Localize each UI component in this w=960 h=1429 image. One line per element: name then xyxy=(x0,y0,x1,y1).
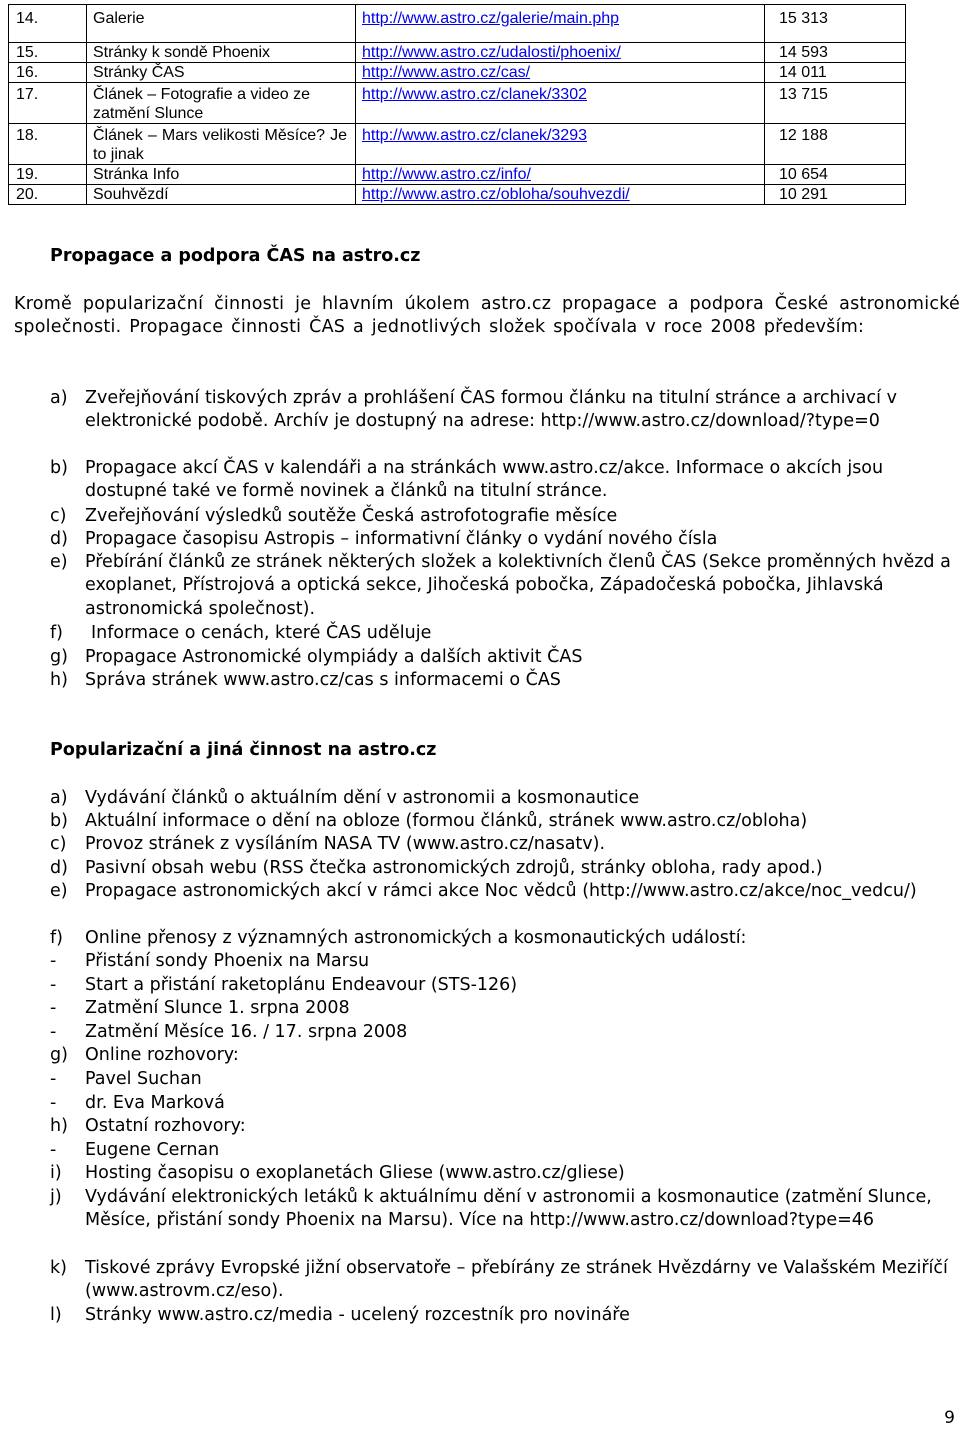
page-url[interactable] xyxy=(356,43,765,63)
list-item xyxy=(50,1162,955,1185)
list-item xyxy=(50,505,955,528)
row-number: 15. xyxy=(9,43,87,63)
table-row xyxy=(9,5,906,43)
intro-paragraph: Kromě popularizační činnosti je hlavním úkolem astro.cz propagace a podpora České astronomické společnosti. Propagace činnosti ČAS a jednotlivých složek spočívala v roce 2008 především: xyxy=(14,294,960,338)
row-number: 17. xyxy=(9,83,87,124)
list-item xyxy=(50,950,955,973)
visit-count: 12 188 xyxy=(765,124,906,165)
page-url[interactable] xyxy=(356,185,765,205)
list-item xyxy=(50,880,955,903)
visit-count: 14 593 xyxy=(765,43,906,63)
page-url-link[interactable]: http://www.astro.cz/info/ xyxy=(362,166,531,183)
list-marker: e) xyxy=(50,881,68,901)
table-row xyxy=(9,124,906,165)
list-item-text: Zveřejňování tiskových zpráv a prohlášení ČAS formou článku na titulní stránce a archivací v elektronické podobě. Archív je dostupný na adrese: http://www.astro.cz/download/?type=0 xyxy=(85,388,897,432)
list-marker: a) xyxy=(50,788,68,808)
list-marker: b) xyxy=(50,811,68,831)
page-url-link[interactable]: http://www.astro.cz/clanek/3293 xyxy=(362,127,587,144)
list-marker: e) xyxy=(50,552,68,572)
list-marker: d) xyxy=(50,529,68,549)
page-url[interactable] xyxy=(356,5,765,43)
list-item-text: Propagace akcí ČAS v kalendáři a na stránkách www.astro.cz/akce. Informace o akcích jsou dostupné také ve formě novinek a článků na titulní stránce. xyxy=(85,458,884,502)
page-name: Souhvězdí xyxy=(87,185,356,205)
page-name: Stránky k sondě Phoenix xyxy=(87,43,356,63)
page-number: 9 xyxy=(944,1408,955,1428)
list-marker: c) xyxy=(50,506,67,526)
page-name: Článek – Mars velikosti Měsíce? Je to jinak xyxy=(87,124,356,165)
list-item-text: Zatmění Měsíce 16. / 17. srpna 2008 xyxy=(85,1022,408,1042)
page-url[interactable] xyxy=(356,83,765,124)
list-item xyxy=(50,974,955,997)
list-item-text: Eugene Cernan xyxy=(85,1140,220,1160)
list-item xyxy=(50,1092,955,1115)
visit-count: 10 291 xyxy=(765,185,906,205)
list-marker: a) xyxy=(50,388,68,408)
list-item xyxy=(50,622,955,645)
list-item xyxy=(50,787,955,810)
list-item xyxy=(50,646,955,669)
list-item xyxy=(50,1068,955,1091)
list-marker: - xyxy=(50,975,57,995)
list-item-text: Stránky www.astro.cz/media - ucelený rozcestník pro novináře xyxy=(85,1305,630,1325)
list-item-text: Přebírání článků ze stránek některých složek a kolektivních členů ČAS (Sekce proměnných hvězd a exoplanet, Přístrojová a optická sekce, Jihočeská pobočka, Západočeská pobočka, Jihlavská astronomická společnost). xyxy=(85,552,951,619)
row-number: 14. xyxy=(9,5,87,43)
visit-count: 13 715 xyxy=(765,83,906,124)
list-marker: - xyxy=(50,1140,57,1160)
row-number: 19. xyxy=(9,165,87,185)
table-row xyxy=(9,63,906,83)
visit-count: 14 011 xyxy=(765,63,906,83)
list-marker: - xyxy=(50,1022,57,1042)
page-url[interactable] xyxy=(356,124,765,165)
list-item xyxy=(50,1044,955,1067)
list-marker: - xyxy=(50,1069,57,1089)
page-url-link[interactable]: http://www.astro.cz/clanek/3302 xyxy=(362,86,587,103)
list-item-text: Hosting časopisu o exoplanetách Gliese (www.astro.cz/gliese) xyxy=(85,1163,625,1183)
row-number: 18. xyxy=(9,124,87,165)
list-item xyxy=(50,927,955,950)
page-name: Článek – Fotografie a video ze zatmění Slunce xyxy=(87,83,356,124)
list-item-text: Propagace časopisu Astropis – informativní články o vydání nového čísla xyxy=(85,529,718,549)
page-url-link[interactable]: http://www.astro.cz/cas/ xyxy=(362,64,531,81)
list-item xyxy=(50,1139,955,1162)
list-item-text: Online přenosy z významných astronomických a kosmonautických událostí: xyxy=(85,928,747,948)
list-marker: g) xyxy=(50,1045,68,1065)
page-url[interactable] xyxy=(356,165,765,185)
list-item xyxy=(50,1021,955,1044)
list-item-text: Zveřejňování výsledků soutěže Česká astrofotografie měsíce xyxy=(85,506,618,526)
page-name: Galerie xyxy=(87,5,356,43)
list-item-text: Online rozhovory: xyxy=(85,1045,239,1065)
visit-count: 10 654 xyxy=(765,165,906,185)
row-number: 20. xyxy=(9,185,87,205)
list-marker: l) xyxy=(50,1305,62,1325)
list-marker: - xyxy=(50,998,57,1018)
list-item-text: Pavel Suchan xyxy=(85,1069,202,1089)
list-item-text: Informace o cenách, které ČAS uděluje xyxy=(91,623,432,643)
list-marker: d) xyxy=(50,858,68,878)
list-marker: h) xyxy=(50,1116,68,1136)
table-row xyxy=(9,83,906,124)
list-item xyxy=(50,833,955,856)
list-marker: j) xyxy=(50,1187,62,1207)
table-row xyxy=(9,43,906,63)
statistics-table xyxy=(8,4,906,205)
page-url-link[interactable]: http://www.astro.cz/obloha/souhvezdi/ xyxy=(362,186,630,203)
list-marker: b) xyxy=(50,458,68,478)
list-item-text: dr. Eva Marková xyxy=(85,1093,225,1113)
list-item xyxy=(50,669,955,692)
list-item-text: Provoz stránek z vysíláním NASA TV (www.astro.cz/nasatv). xyxy=(85,834,606,854)
list-marker: i) xyxy=(50,1163,62,1183)
table-row xyxy=(9,185,906,205)
table-row xyxy=(9,165,906,185)
list-marker: f) xyxy=(50,928,63,948)
list-item-text: Ostatní rozhovory: xyxy=(85,1116,246,1136)
list-item-text: Start a přistání raketoplánu Endeavour (STS-126) xyxy=(85,975,518,995)
section-title-propagace: Propagace a podpora ČAS na astro.cz xyxy=(50,246,421,266)
list-item xyxy=(50,1304,955,1327)
list-item xyxy=(50,387,955,434)
list-item xyxy=(50,1115,955,1138)
list-item xyxy=(50,1186,955,1233)
page-name: Stránky ČAS xyxy=(87,63,356,83)
page-url-link[interactable]: http://www.astro.cz/galerie/main.php xyxy=(362,10,620,27)
list-item xyxy=(50,528,955,551)
list-marker: g) xyxy=(50,647,68,667)
list-item-text: Propagace Astronomické olympiády a dalších aktivit ČAS xyxy=(85,647,583,667)
list-marker: h) xyxy=(50,670,68,690)
list-item xyxy=(50,857,955,880)
list-marker: c) xyxy=(50,834,67,854)
page-url[interactable] xyxy=(356,63,765,83)
list-marker: - xyxy=(50,1093,57,1113)
list-item-text: Tiskové zprávy Evropské jižní observatoře – přebírány ze stránek Hvězdárny ve Valašském Meziříčí (www.astrovm.cz/eso). xyxy=(85,1258,948,1302)
list-item-text: Správa stránek www.astro.cz/cas s informacemi o ČAS xyxy=(85,670,561,690)
list-item-text: Vydávání článků o aktuálním dění v astronomii a kosmonautice xyxy=(85,788,640,808)
list-marker: f) xyxy=(50,623,63,643)
list-item xyxy=(50,551,955,621)
list-item xyxy=(50,810,955,833)
page-url-link[interactable]: http://www.astro.cz/udalosti/phoenix/ xyxy=(362,44,621,61)
list-item-text: Vydávání elektronických letáků k aktuálnímu dění v astronomii a kosmonautice (zatmění Slunce, Měsíce, přistání sondy Phoenix na Marsu). Více na http://www.astro.cz/download?type=46 xyxy=(85,1187,932,1231)
list-marker: - xyxy=(50,951,57,971)
list-item-text: Propagace astronomických akcí v rámci akce Noc vědců (http://www.astro.cz/akce/noc_vedcu/) xyxy=(85,881,917,901)
list-item-text: Aktuální informace o dění na obloze (formou článků, stránek www.astro.cz/obloha) xyxy=(85,811,808,831)
list-item xyxy=(50,997,955,1020)
list-item xyxy=(50,1257,955,1304)
list-marker: k) xyxy=(50,1258,67,1278)
list-item-text: Pasivní obsah webu (RSS čtečka astronomických zdrojů, stránky obloha, rady apod.) xyxy=(85,858,823,878)
page-name: Stránka Info xyxy=(87,165,356,185)
row-number: 16. xyxy=(9,63,87,83)
list-item-text: Zatmění Slunce 1. srpna 2008 xyxy=(85,998,350,1018)
visit-count: 15 313 xyxy=(765,5,906,43)
list-item-text: Přistání sondy Phoenix na Marsu xyxy=(85,951,370,971)
list-item xyxy=(50,457,955,504)
section-title-popularizace: Popularizační a jiná činnost na astro.cz xyxy=(50,740,437,760)
